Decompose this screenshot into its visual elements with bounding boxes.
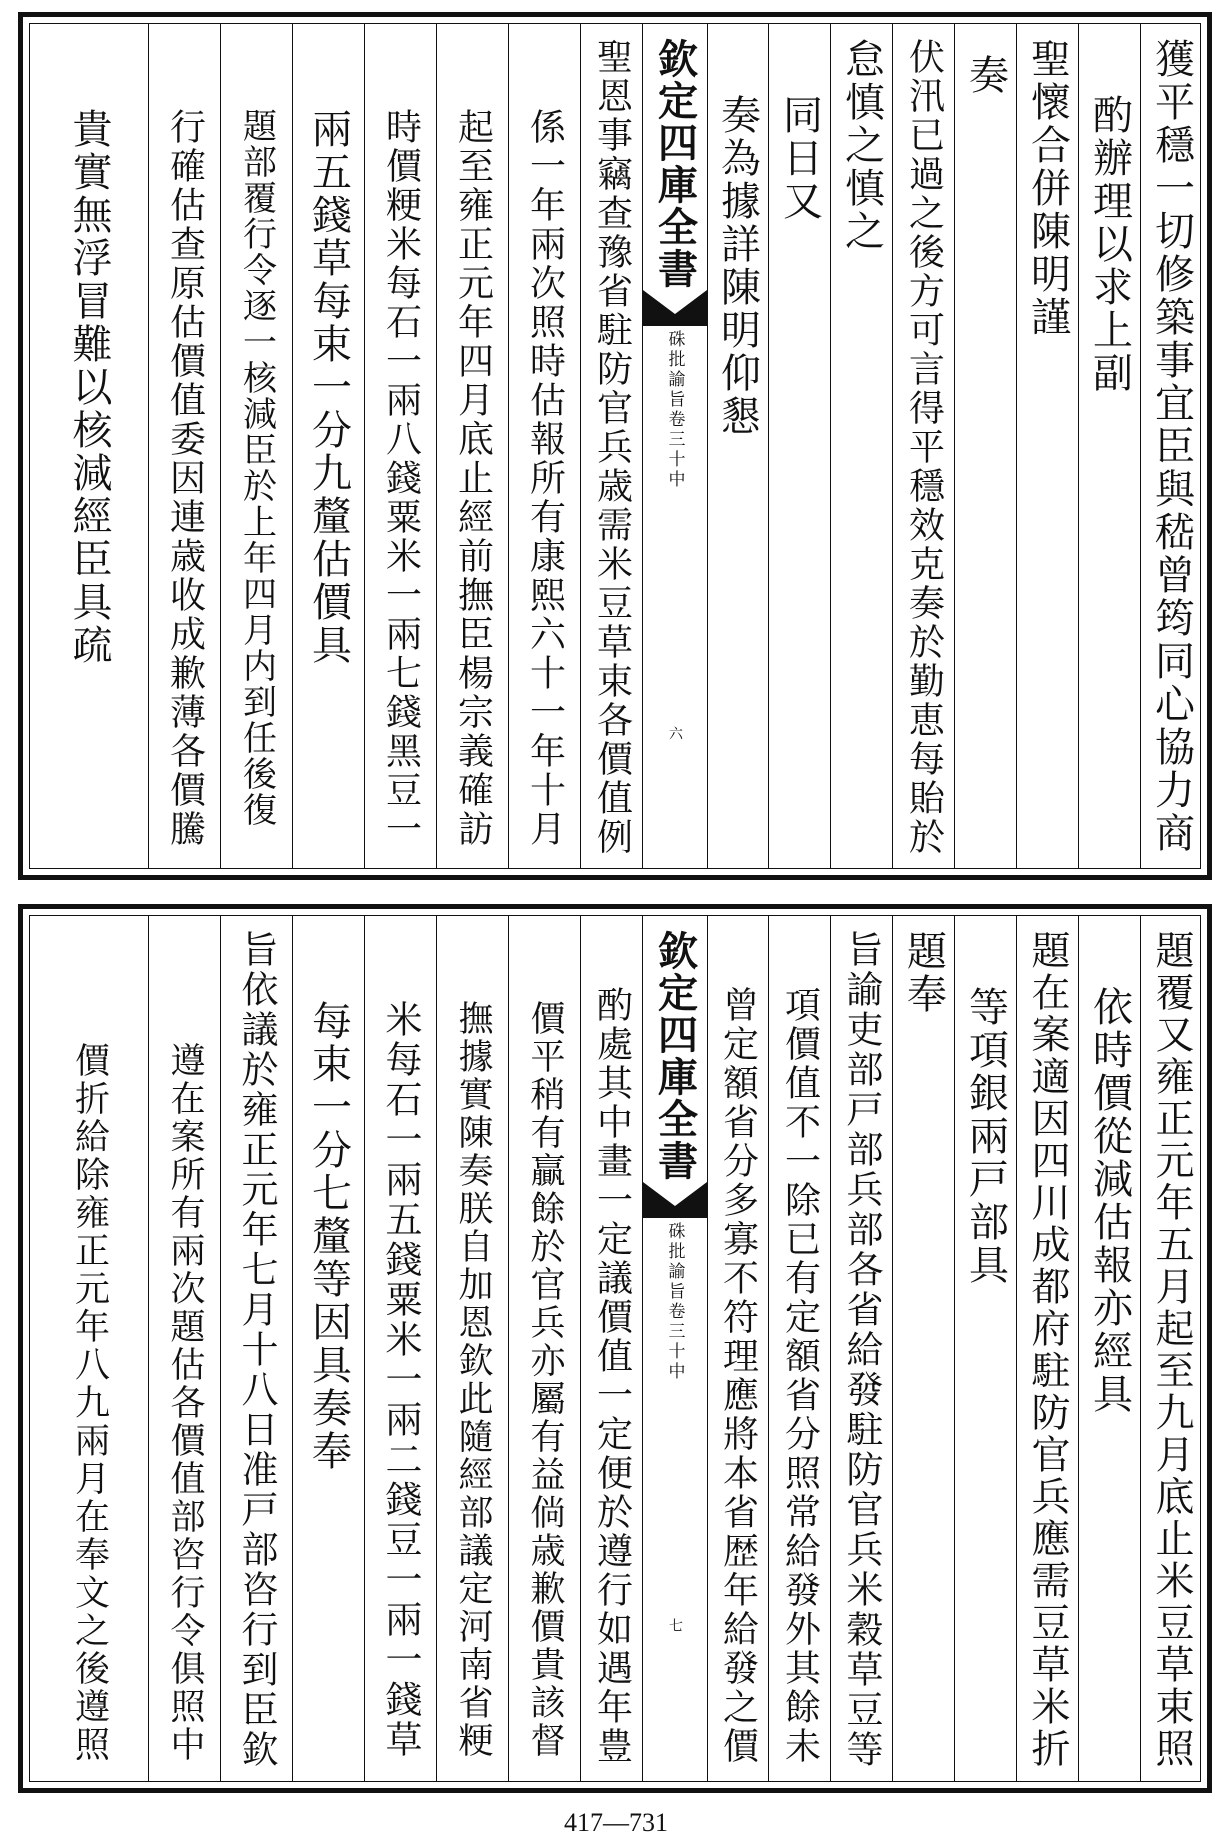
text-column bbox=[508, 24, 580, 868]
text-column bbox=[148, 24, 220, 868]
column-text: 聖懷合併陳明謹 bbox=[1024, 38, 1071, 339]
column-text: 價折給除雍正元年八九兩月在奉文之後遵照 bbox=[69, 1042, 110, 1764]
text-column bbox=[768, 916, 830, 1781]
leaf-number: 六 bbox=[667, 726, 683, 740]
text-column bbox=[954, 24, 1016, 868]
page-footer-number: 417—731 bbox=[564, 1808, 668, 1837]
column-text: 起至雍正元年四月底止經前撫臣楊宗義確訪 bbox=[452, 108, 494, 849]
column-text: 聖恩事竊查豫省駐防官兵歳需米豆草束各價值例 bbox=[591, 38, 633, 857]
column-text: 時價粳米每石一兩八錢粟米一兩七錢黑豆一 bbox=[380, 108, 422, 849]
column-text: 旨依議於雍正元年七月十八日准戸部咨行到臣欽 bbox=[235, 930, 278, 1770]
text-column bbox=[436, 916, 508, 1781]
top-page-frame bbox=[18, 12, 1212, 880]
column-text: 旨諭吏部戸部兵部各省給發駐防官兵米穀草豆等 bbox=[840, 930, 883, 1770]
bottom-page-frame bbox=[18, 904, 1212, 1793]
text-column bbox=[1078, 916, 1140, 1781]
text-column bbox=[148, 916, 220, 1781]
column-text: 行確估查原估價值委因連歳收成歉薄各價騰 bbox=[164, 108, 206, 849]
text-column bbox=[706, 24, 768, 868]
leaf-number: 七 bbox=[667, 1618, 683, 1632]
text-column bbox=[508, 916, 580, 1781]
text-column bbox=[892, 916, 954, 1781]
text-column bbox=[220, 24, 292, 868]
column-text: 價平稍有贏餘於官兵亦屬有益倘歳歉價貴該督 bbox=[525, 1000, 565, 1760]
text-column bbox=[364, 916, 436, 1781]
top-page-inner bbox=[29, 23, 1201, 869]
text-column bbox=[1016, 24, 1078, 868]
text-column bbox=[436, 24, 508, 868]
column-text: 每束一分七釐等因具奏奉 bbox=[305, 1000, 352, 1473]
column-text: 兩五錢草每束一分九釐估價具 bbox=[305, 108, 352, 667]
bottom-page-inner bbox=[29, 915, 1201, 1782]
column-text: 同日又 bbox=[776, 94, 823, 223]
text-column bbox=[706, 916, 768, 1781]
column-text: 題覆又雍正元年五月起至九月底止米豆草束照 bbox=[1149, 930, 1194, 1770]
page-spine bbox=[642, 24, 708, 868]
column-text: 題奉 bbox=[900, 930, 947, 1016]
text-column bbox=[1078, 24, 1140, 868]
text-column bbox=[292, 916, 364, 1781]
column-text: 等項銀兩戸部具 bbox=[962, 986, 1009, 1287]
text-column bbox=[30, 916, 148, 1781]
text-column bbox=[580, 24, 642, 868]
text-column bbox=[580, 916, 642, 1781]
column-text: 米每石一兩五錢粟米一兩二錢豆一兩一錢草 bbox=[379, 1000, 422, 1760]
text-column bbox=[830, 916, 892, 1781]
column-text: 題在案適因四川成都府駐防官兵應需豆草米折 bbox=[1025, 930, 1070, 1770]
column-text: 怠慎之慎之 bbox=[838, 38, 885, 253]
fishtail-mark bbox=[643, 286, 707, 326]
text-column bbox=[1140, 916, 1202, 1781]
volume-subtitle: 硃批諭旨卷三十中 bbox=[664, 1222, 685, 1382]
column-text: 項價值不一除已有定額省分照常給發外其餘未 bbox=[779, 986, 821, 1766]
column-text: 伏汛已過之後方可言得平穩效克奏於勤恵每貽於 bbox=[903, 38, 945, 857]
text-column bbox=[768, 24, 830, 868]
column-text: 曾定額省分多寡不符理應將本省歴年給發之價 bbox=[717, 986, 759, 1766]
column-text: 遵在案所有兩次題估各價值部咨行令俱照中 bbox=[165, 1042, 205, 1764]
column-text: 依時價從減估報亦經具 bbox=[1086, 986, 1133, 1416]
fishtail-mark bbox=[643, 1178, 707, 1218]
column-text: 酌處其中畫一定議價值一定便於遵行如遇年豊 bbox=[591, 986, 633, 1766]
text-column bbox=[954, 916, 1016, 1781]
column-text: 係一年兩次照時估報所有康熙六十一年十月 bbox=[524, 108, 566, 849]
column-text: 題部覆行令逐一核減臣於上年四月内到任後復 bbox=[236, 108, 277, 828]
text-column bbox=[830, 24, 892, 868]
text-column bbox=[220, 916, 292, 1781]
book-title: 欽定四庫全書 bbox=[651, 38, 699, 290]
column-text: 奏為據詳陳明仰懇 bbox=[714, 94, 761, 438]
column-text: 獲平穩一切修築事宜臣與嵇曾筠同心協力商 bbox=[1148, 38, 1195, 855]
text-column bbox=[1140, 24, 1202, 868]
column-text: 酌辦理以求上副 bbox=[1086, 94, 1133, 395]
page-spine bbox=[642, 916, 708, 1781]
column-text: 奏 bbox=[962, 54, 1009, 97]
column-text: 貴實無浮冒難以核減經臣具疏 bbox=[66, 108, 112, 667]
text-column bbox=[364, 24, 436, 868]
volume-subtitle: 硃批諭旨卷三十中 bbox=[664, 330, 685, 490]
book-title: 欽定四庫全書 bbox=[651, 930, 699, 1182]
text-column bbox=[1016, 916, 1078, 1781]
text-column bbox=[30, 24, 148, 868]
text-column bbox=[292, 24, 364, 868]
column-text: 撫據實陳奏朕自加恩欽此隨經部議定河南省粳 bbox=[453, 1000, 493, 1760]
text-column bbox=[892, 24, 954, 868]
